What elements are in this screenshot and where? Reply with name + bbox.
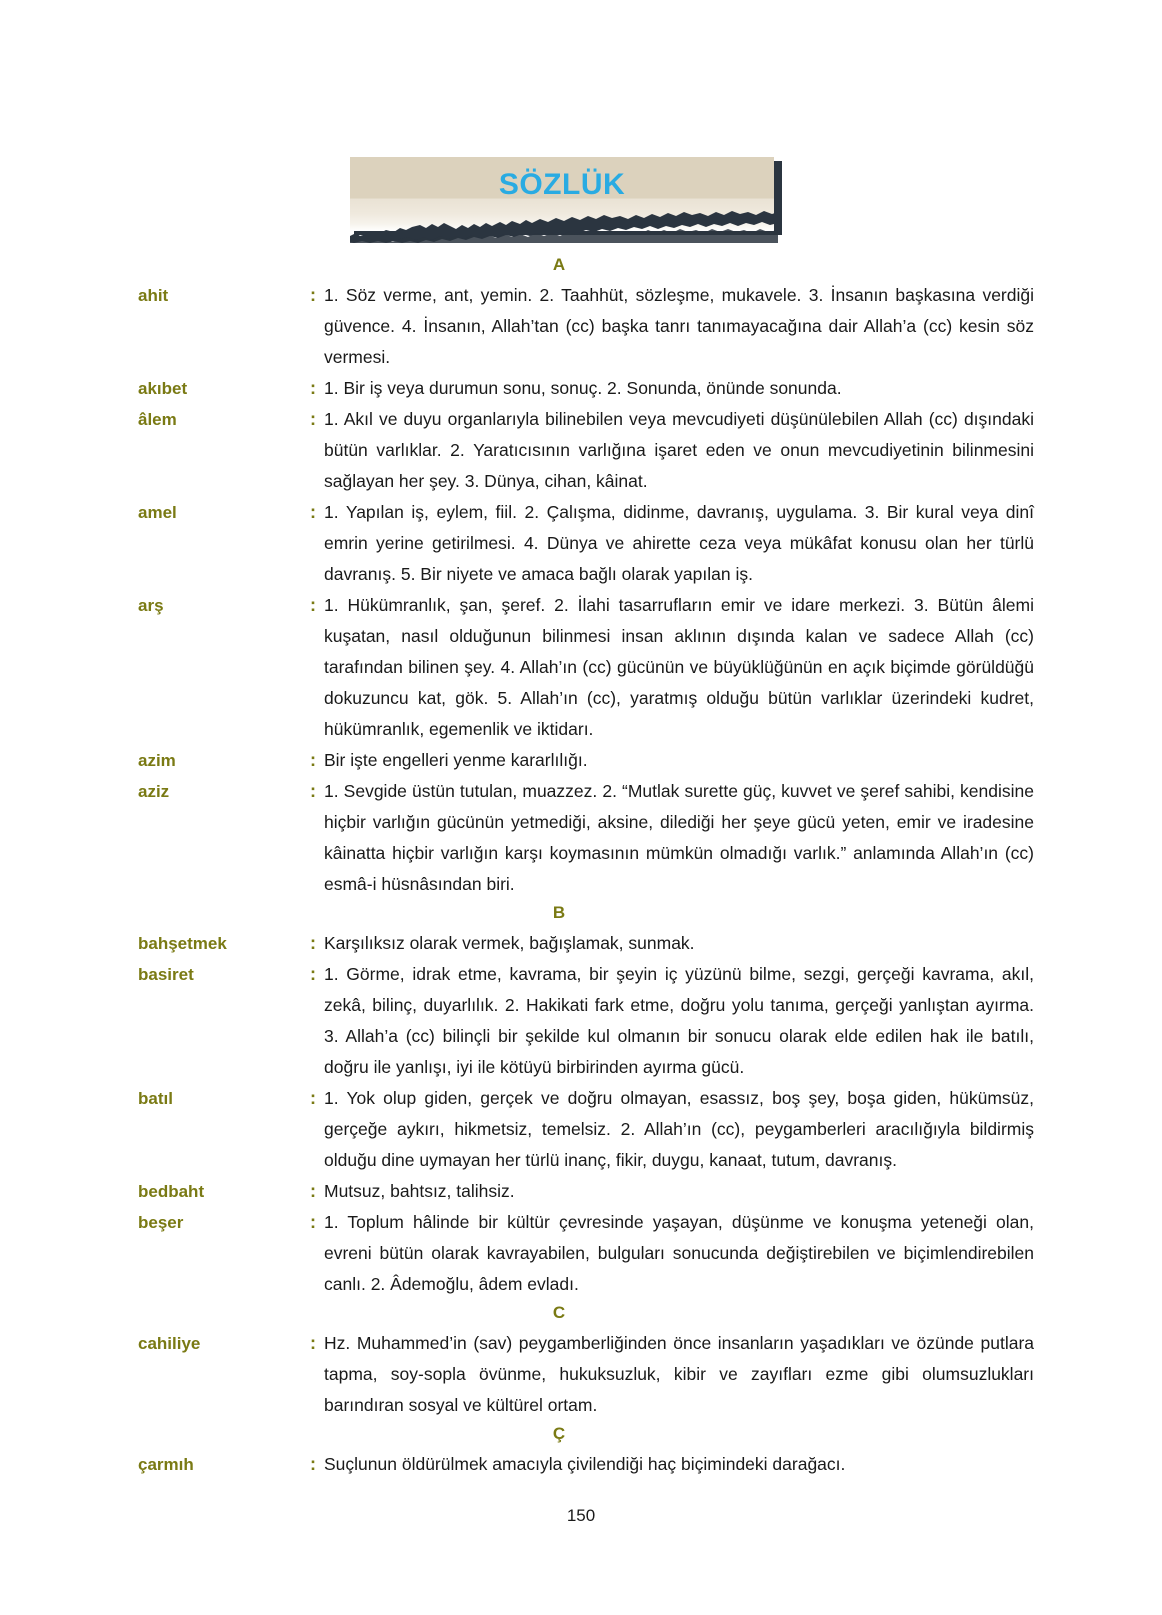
entry-separator: : [310, 781, 316, 801]
entry-separator: : [310, 964, 316, 984]
glossary-entry [0, 373, 1162, 404]
letter-heading-c-cedilla: Ç [552, 1424, 566, 1443]
entry-definition: 1. Hükümranlık, şan, şeref. 2. İlahi tasarrufların emir ve idare merkezi. 3. Bütün âlemi kuşatan, nasıl olduğunun bilinmesi insan aklının dışında kalan ve sadece Allah (cc) tarafından bilinen şey. 4. Allah’ın (cc) gücünün ve büyüklüğünün en açık biçimde görüldüğü dokuzuncu kat, gök. 5. Allah’ın (cc), yaratmış olduğu bütün varlıklar üzerindeki kudret, hükümranlık, egemenlik ve iktidarı. [324, 595, 1034, 739]
entry-definition: 1. Yapılan iş, eylem, fiil. 2. Çalışma, didinme, davranış, uygulama. 3. Bir kural veya dinî emrin yerine getirilmesi. 4. Dünya ve ahirette ceza veya mükâfat konusu olan her türlü davranış. 5. Bir niyete ve amaca bağlı olarak yapılan iş. [324, 502, 1034, 584]
entry-definition: 1. Söz verme, ant, yemin. 2. Taahhüt, sözleşme, mukavele. 3. İnsanın başkasına verdiği güvence. 4. İnsanın, Allah’tan (cc) başka tanrı tanımayacağına dair Allah’a (cc) kesin söz vermesi. [324, 285, 1034, 367]
entry-term: beşer [138, 1213, 184, 1232]
entry-term: bahşetmek [138, 934, 227, 953]
entry-separator: : [310, 409, 316, 429]
entry-definition: Hz. Muhammed’in (sav) peygamberliğinden önce insanların yaşadıkları ve özünde putlara tapma, soy-sopla övünme, hukuksuzluk, kibir ve zayıfları ezme gibi olumsuzlukları barındıran sosyal ve kültürel ortam. [324, 1333, 1034, 1415]
glossary-entry [0, 776, 1162, 900]
letter-heading-c: C [552, 1303, 566, 1322]
entry-separator: : [310, 378, 316, 398]
entry-separator: : [310, 595, 316, 615]
entry-separator: : [310, 933, 316, 953]
entry-term: ahit [138, 286, 169, 305]
entry-term: amel [138, 503, 177, 522]
glossary-entry [0, 590, 1162, 745]
entry-separator: : [310, 1212, 316, 1232]
glossary-entry [0, 1207, 1162, 1300]
entry-definition: Suçlunun öldürülmek amacıyla çivilendiği haç biçimindeki darağacı. [324, 1454, 846, 1474]
banner-title: SÖZLÜK [498, 168, 626, 201]
entry-term: bedbaht [138, 1182, 205, 1201]
glossary-entry [0, 745, 1162, 776]
glossary-entry [0, 1328, 1162, 1421]
entry-definition: Karşılıksız olarak vermek, bağışlamak, sunmak. [324, 933, 695, 953]
glossary-entry [0, 1449, 1162, 1480]
entry-definition: Mutsuz, bahtsız, talihsiz. [324, 1181, 515, 1201]
entry-term: aziz [138, 782, 170, 801]
entry-separator: : [310, 1181, 316, 1201]
entry-definition: 1. Akıl ve duyu organlarıyla bilinebilen veya mevcudiyeti düşünülebilen Allah (cc) dışındaki bütün varlıklar. 2. Yaratıcısının varlığına işaret eden ve onun mevcudiyetinin bilinmesini sağlayan her şey. 3. Dünya, cihan, kâinat. [324, 409, 1034, 491]
letter-heading-a: A [552, 255, 566, 274]
entry-term: akıbet [138, 379, 188, 398]
entry-separator: : [310, 750, 316, 770]
entry-definition: Bir işte engelleri yenme kararlılığı. [324, 750, 588, 770]
glossary-entry [0, 959, 1162, 1083]
entry-definition: 1. Bir iş veya durumun sonu, sonuç. 2. Sonunda, önünde sonunda. [324, 378, 842, 398]
glossary-entry [0, 1176, 1162, 1207]
entry-definition: 1. Sevgide üstün tutulan, muazzez. 2. “Mutlak surette güç, kuvvet ve şeref sahibi, kendisine hiçbir varlığın gücünün yetmediği, aksine, dilediği her şeye gücü yeten, emir ve iradesine kâinatta hiçbir varlığın karşı koymasının mümkün olmadığı varlık.” anlamında Allah’ın (cc) esmâ-i hüsnâsından biri. [324, 781, 1034, 894]
entry-separator: : [310, 1333, 316, 1353]
glossary-entry [0, 280, 1162, 373]
entry-term: arş [138, 596, 164, 615]
glossary-entry [0, 1083, 1162, 1176]
entry-definition: 1. Görme, idrak etme, kavrama, bir şeyin iç yüzünü bilme, sezgi, gerçeği kavrama, akıl, zekâ, bilinç, duyarlılık. 2. Hakikati fark etme, doğru yolu tanıma, gerçeği yanlıştan ayırma. 3. Allah’a (cc) bilinçli bir şekilde kul olmanın bir sonucu olarak elde edilen hak ile batılı, doğru ile yanlışı, iyi ile kötüyü birbirinden ayırma gücü. [324, 964, 1034, 1077]
entry-separator: : [310, 1454, 316, 1474]
entry-term: azim [138, 751, 176, 770]
glossary-entry [0, 497, 1162, 590]
letter-heading-b: B [552, 903, 566, 922]
entry-separator: : [310, 502, 316, 522]
entry-definition: 1. Toplum hâlinde bir kültür çevresinde yaşayan, düşünme ve konuşma yeteneği olan, evreni bütün olarak kavrayabilen, bulguları sonucunda değiştirebilen ve biçimlendirebilen canlı. 2. Âdemoğlu, âdem evladı. [324, 1212, 1034, 1294]
entry-term: batıl [138, 1089, 173, 1108]
glossary-entry [0, 404, 1162, 497]
page-number: 150 [566, 1506, 596, 1525]
entry-term: âlem [138, 410, 177, 429]
torn-edge-icon [350, 203, 778, 243]
entry-separator: : [310, 285, 316, 305]
entry-term: cahiliye [138, 1334, 201, 1353]
entry-definition: 1. Yok olup giden, gerçek ve doğru olmayan, esassız, boş şey, boşa giden, hükümsüz, gerçeğe aykırı, hikmetsiz, temelsiz. 2. Allah’ın (cc), peygamberleri aracılığıyla bildirmiş olduğu dine uymayan her türlü inanç, fikir, duygu, kanaat, tutum, davranış. [324, 1088, 1034, 1170]
entry-separator: : [310, 1088, 316, 1108]
entry-term: basiret [138, 965, 194, 984]
entry-term: çarmıh [138, 1455, 194, 1474]
glossary-entry [0, 928, 1162, 959]
sozluk-banner [350, 157, 778, 243]
glossary-content [0, 252, 1162, 1480]
